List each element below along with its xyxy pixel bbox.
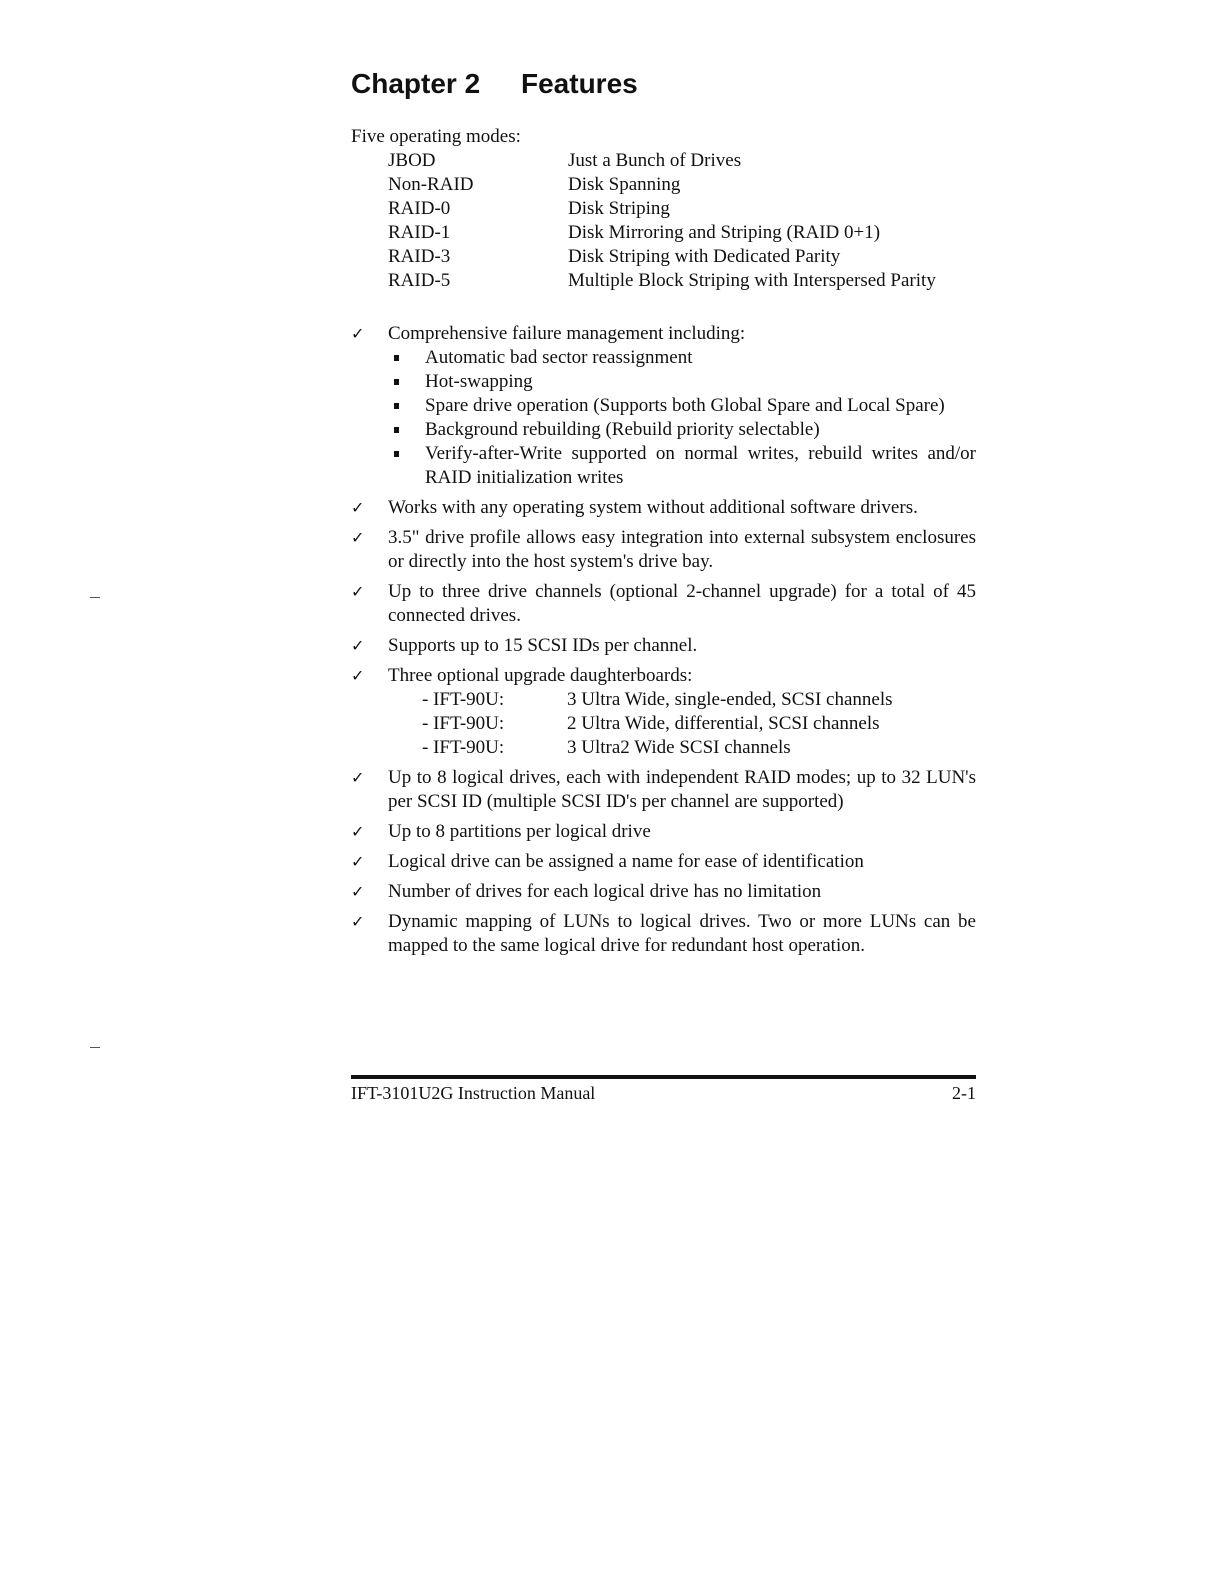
square-bullet-icon [394,355,399,361]
check-icon: ✓ [351,324,365,343]
daughterboard-name: - IFT-90U: [422,689,505,710]
sub-item-text: Background rebuilding (Rebuild priority selectable) [425,419,820,440]
daughterboard-name: - IFT-90U: [422,737,505,758]
mode-name: RAID-3 [388,246,451,267]
sub-item [388,418,976,442]
feature-text: Works with any operating system without additional software drivers. [388,497,918,518]
sub-item [388,370,976,394]
check-icon: ✓ [351,498,365,517]
mode-row [388,173,988,197]
operating-modes-table [388,149,988,293]
manual-name: IFT-3101U2G Instruction Manual [351,1083,596,1103]
daughterboard-row [422,688,976,712]
mode-name: JBOD [388,150,436,171]
mode-description: Just a Bunch of Drives [568,150,742,171]
mode-row [388,221,988,245]
mode-description: Disk Mirroring and Striping (RAID 0+1) [568,222,881,243]
daughterboard-table [388,688,976,760]
margin-mark [90,1047,100,1048]
mode-row [388,197,988,221]
mode-name: RAID-0 [388,198,451,219]
feature-text: 3.5" drive profile allows easy integration into external subsystem enclosures or directly into the host system's drive bay. [388,527,976,572]
feature-text: Number of drives for each logical drive has no limitation [388,881,822,902]
daughterboard-row [422,712,976,736]
mode-name: RAID-1 [388,222,451,243]
feature-text: Logical drive can be assigned a name for ease of identification [388,851,864,872]
chapter-number: Chapter 2 [351,68,481,99]
check-icon: ✓ [351,882,365,901]
mode-description: Disk Striping with Dedicated Parity [568,246,841,267]
mode-row [388,245,988,269]
feature-item [351,850,976,874]
sub-item [388,394,976,418]
sub-item-text: Spare drive operation (Supports both Global Spare and Local Spare) [425,395,945,416]
feature-text: Up to 8 logical drives, each with independent RAID modes; up to 32 LUN's per SCSI ID (multiple SCSI ID's per channel are supported) [388,767,976,812]
square-bullet-icon [394,379,399,385]
feature-text: Up to 8 partitions per logical drive [388,821,651,842]
feature-text: Three optional upgrade daughterboards: [388,665,693,686]
feature-item [351,880,976,904]
square-bullet-icon [394,427,399,433]
feature-item [351,664,976,760]
feature-item [351,580,976,628]
sub-item-text: Automatic bad sector reassignment [425,347,693,368]
mode-description: Multiple Block Striping with Interspersed Parity [568,270,936,291]
feature-item [351,820,976,844]
mode-name: RAID-5 [388,270,451,291]
daughterboard-row [422,736,976,760]
feature-item [351,766,976,814]
check-icon: ✓ [351,768,365,787]
sub-item-text: Hot-swapping [425,371,533,392]
feature-text: Supports up to 15 SCSI IDs per channel. [388,635,698,656]
feature-text: Up to three drive channels (optional 2-channel upgrade) for a total of 45 connected drives. [388,581,976,626]
sub-item [388,442,976,490]
daughterboard-description: 3 Ultra2 Wide SCSI channels [567,737,791,758]
mode-row [388,269,988,293]
daughterboard-name: - IFT-90U: [422,713,505,734]
feature-text: Dynamic mapping of LUNs to logical drives. Two or more LUNs can be mapped to the same logical drive for redundant host operation. [388,911,976,956]
chapter-heading [351,66,638,102]
square-bullet-icon [394,403,399,409]
page-footer [351,1082,976,1104]
check-icon: ✓ [351,822,365,841]
modes-intro: Five operating modes: [351,126,521,147]
square-bullet-icon [394,451,399,457]
check-icon: ✓ [351,666,365,685]
feature-list [351,322,976,964]
feature-text: Comprehensive failure management including: [388,323,746,344]
daughterboard-description: 2 Ultra Wide, differential, SCSI channels [567,713,880,734]
feature-item [351,322,976,490]
feature-item [351,634,976,658]
page-number: 2-1 [952,1083,976,1103]
check-icon: ✓ [351,582,365,601]
footer-rule [351,1075,976,1079]
check-icon: ✓ [351,912,365,931]
check-icon: ✓ [351,852,365,871]
chapter-title: Features [521,68,638,99]
feature-item [351,526,976,574]
feature-item [351,910,976,958]
feature-item [351,496,976,520]
margin-mark [90,597,100,598]
failure-management-list [388,346,976,490]
mode-description: Disk Spanning [568,174,681,195]
mode-description: Disk Striping [568,198,670,219]
sub-item [388,346,976,370]
check-icon: ✓ [351,528,365,547]
sub-item-text: Verify-after-Write supported on normal writes, rebuild writes and/or RAID initialization writes [425,443,976,488]
mode-row [388,149,988,173]
mode-name: Non-RAID [388,174,474,195]
daughterboard-description: 3 Ultra Wide, single-ended, SCSI channels [567,689,893,710]
check-icon: ✓ [351,636,365,655]
